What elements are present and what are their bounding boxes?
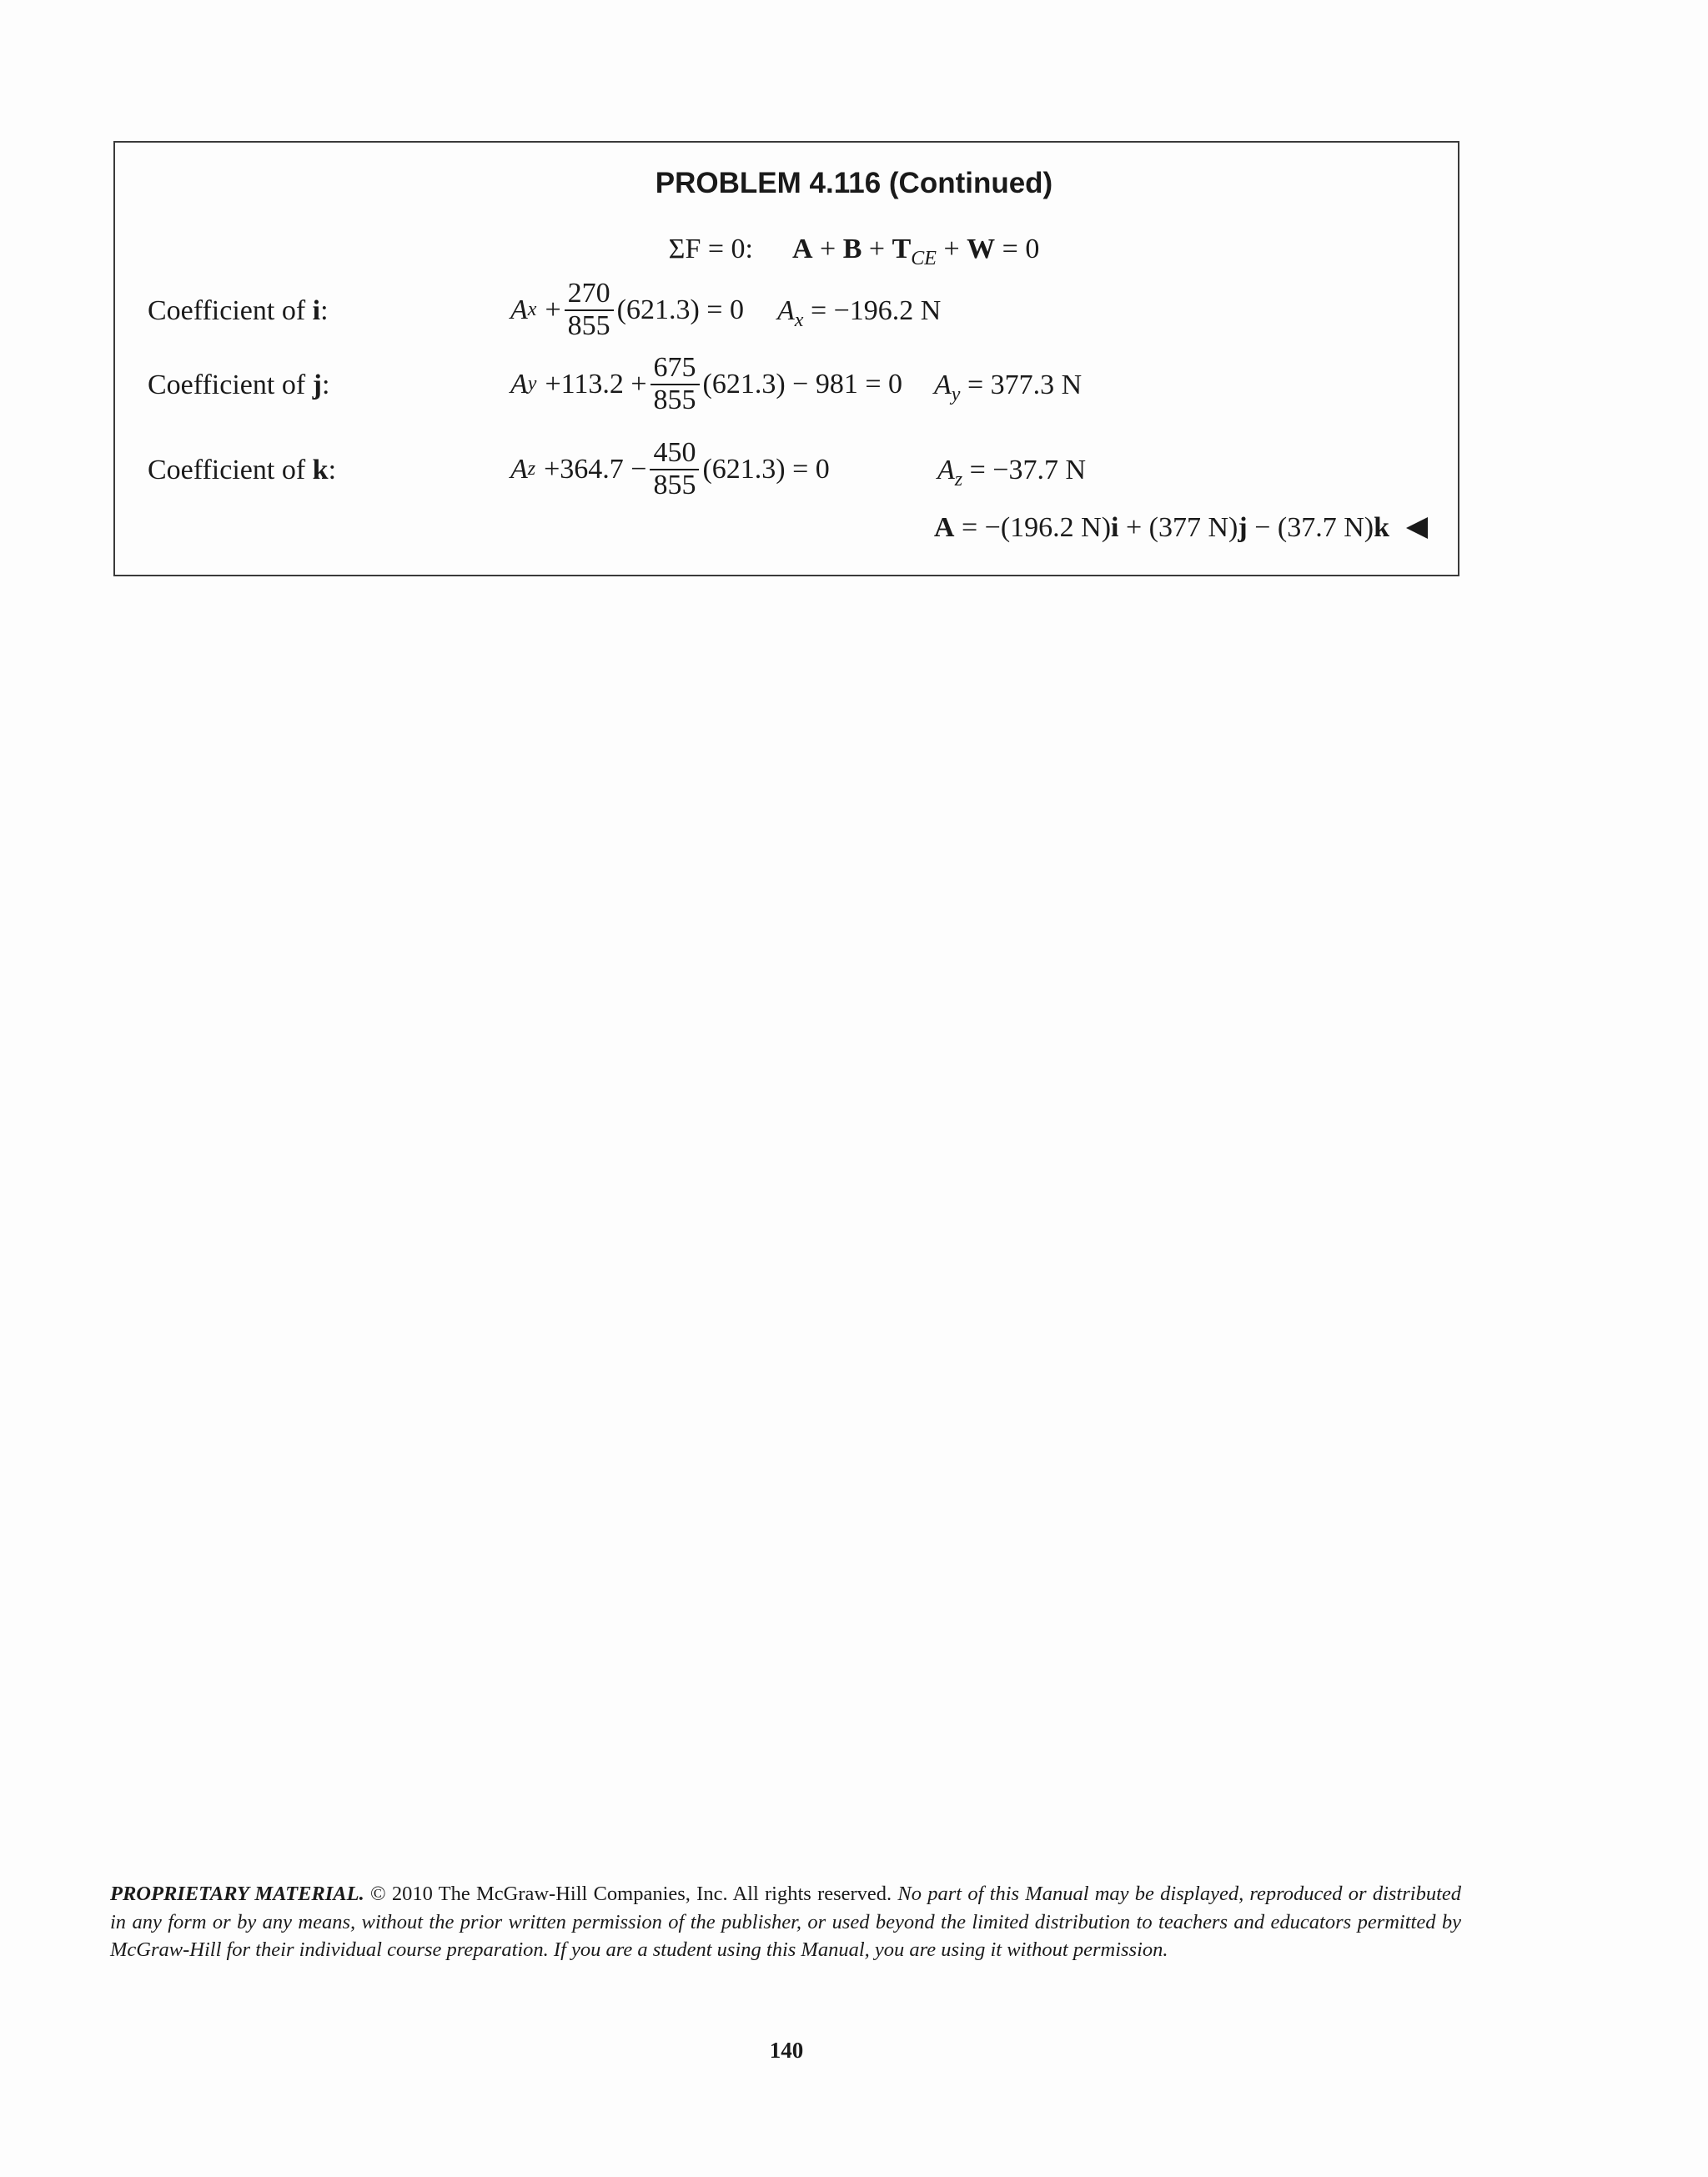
eq-variable-subscript: z [527, 458, 536, 480]
unit-vector-k: k [312, 455, 329, 485]
answer-part-1: = −(196.2 N) [954, 512, 1112, 543]
eq-variable-subscript: x [527, 299, 537, 321]
label-suffix: : [328, 455, 337, 485]
result-variable: A [937, 455, 955, 485]
result-variable: A [934, 370, 952, 400]
coefficient-k-equation [510, 438, 830, 500]
eq-post: (621.3) = 0 [616, 294, 744, 325]
label-prefix: Coefficient of [148, 295, 313, 326]
eq-variable: A [510, 368, 528, 400]
fraction-numerator: 450 [650, 438, 699, 470]
eq-fraction [651, 353, 700, 415]
vector-t-subscript: CE [911, 248, 937, 269]
result-value: = −196.2 N [810, 295, 942, 326]
coefficient-i-equation [510, 279, 744, 341]
result-subscript: x [794, 309, 804, 331]
fraction-denominator: 855 [653, 469, 696, 500]
vector-t: T [892, 234, 912, 264]
eq-pre: + [545, 294, 561, 325]
label-prefix: Coefficient of [148, 455, 313, 485]
coefficient-i-result [777, 295, 941, 332]
unit-vector-j: j [312, 370, 322, 400]
fraction-denominator: 855 [653, 384, 696, 415]
answer-unit-k: k [1374, 512, 1389, 543]
vector-a: A [791, 234, 813, 264]
answer-unit-j: j [1238, 512, 1248, 543]
result-subscript: y [951, 384, 961, 405]
label-prefix: Coefficient of [148, 370, 313, 400]
footer-lead: PROPRIETARY MATERIAL. [110, 1883, 364, 1905]
equilibrium-condition: ΣF = 0: [668, 234, 753, 264]
problem-title: PROBLEM 4.116 (Continued) [655, 167, 1053, 199]
equilibrium-rhs: 0 [1025, 234, 1040, 264]
coefficient-k-result [937, 455, 1086, 491]
result-value: = 377.3 N [967, 370, 1083, 400]
copyright-footer [110, 1880, 1461, 1964]
eq-fraction [565, 279, 614, 341]
unit-vector-i: i [312, 295, 321, 326]
answer-vector-a: A [933, 512, 955, 543]
answer-marker-icon [1406, 517, 1428, 539]
fraction-numerator: 270 [565, 279, 614, 311]
eq-variable-subscript: y [527, 373, 537, 395]
eq-post: (621.3) − 981 = 0 [702, 368, 903, 400]
label-suffix: : [320, 295, 329, 326]
coefficient-j-label [148, 370, 329, 401]
vector-w: W [967, 234, 996, 264]
vector-b: B [842, 234, 862, 264]
answer-part-3: − (37.7 N) [1247, 512, 1374, 543]
eq-pre: +113.2 + [545, 368, 647, 400]
coefficient-k-label [148, 455, 336, 486]
coefficient-j-result [934, 370, 1082, 406]
eq-variable: A [510, 294, 528, 325]
equilibrium-equation: ΣF = 0: $A + B + T_{CE} + W = 0$ [668, 234, 1040, 269]
result-subscript: z [954, 469, 963, 490]
result-variable: A [777, 295, 795, 326]
answer-unit-i: i [1111, 512, 1119, 543]
coefficient-i-label [148, 295, 329, 327]
label-suffix: : [321, 370, 330, 400]
footer-copyright: © 2010 The McGraw-Hill Companies, Inc. All rights reserved. [364, 1883, 898, 1905]
fraction-denominator: 855 [567, 309, 610, 341]
coefficient-j-equation [510, 353, 902, 415]
result-value: = −37.7 N [969, 455, 1087, 485]
eq-fraction [650, 438, 699, 500]
eq-pre: +364.7 − [544, 453, 647, 485]
final-answer [934, 512, 1428, 544]
eq-variable: A [510, 453, 528, 485]
fraction-numerator: 675 [651, 353, 700, 385]
answer-part-2: + (377 N) [1118, 512, 1238, 543]
footer-notice: No part of this Manual may be displayed, reproduced or distributed in any form or by any means, without the prior written permission of the publisher, or used beyond the limited distribution to teachers and educators permitted by McGraw-Hill for their individual course preparation. If you are a student using this Manual, you are using it without permission. [110, 1883, 1461, 1961]
eq-post: (621.3) = 0 [702, 453, 830, 485]
page-number: 140 [769, 2038, 804, 2063]
